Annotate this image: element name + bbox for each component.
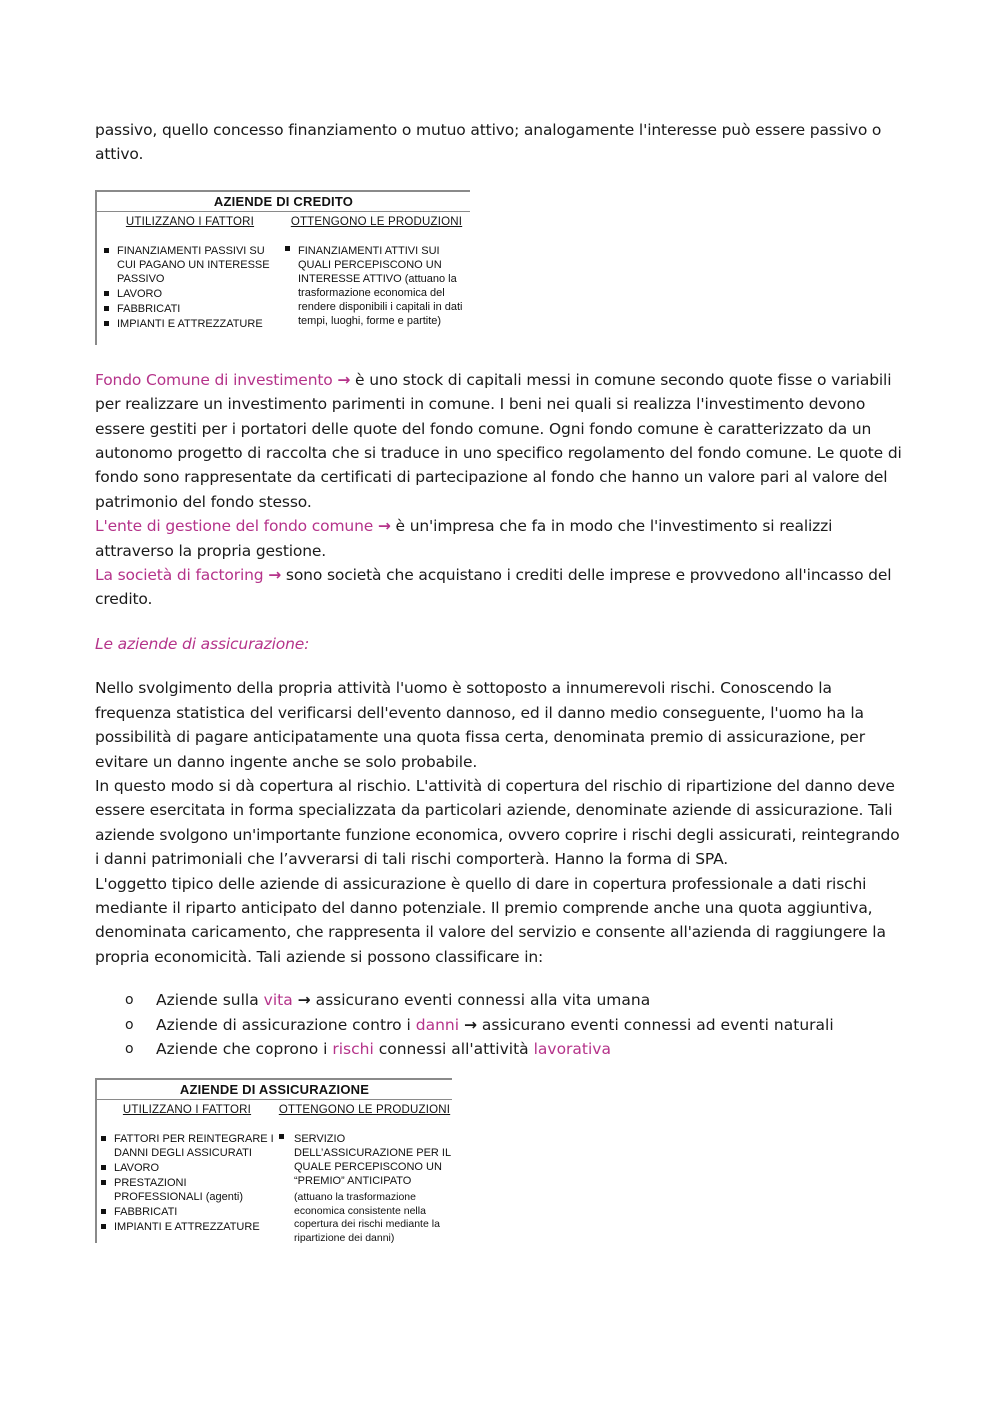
square-bullet-icon <box>104 291 109 296</box>
square-bullet-icon <box>101 1180 106 1185</box>
list-item: o Aziende di assicurazione contro i danni → assicurano eventi connessi ad eventi naturali <box>95 1013 905 1037</box>
arrow-right-icon: → <box>377 517 391 536</box>
document-page <box>95 118 905 1243</box>
square-bullet-icon <box>101 1165 106 1170</box>
credit-table <box>95 190 470 345</box>
list-item: FINANZIAMENTI PASSIVI SU CUI PAGANO UN INTERESSE PASSIVO <box>97 244 283 286</box>
list-item: FABBRICATI <box>97 1205 277 1219</box>
credit-right-header: OTTENGONO LE PRODUZIONI <box>290 215 463 228</box>
circle-bullet-icon: o <box>125 1016 134 1033</box>
factoring-paragraph: La società di factoring → sono società che acquistano i crediti delle imprese e provvedono all'incasso del credito. <box>95 566 892 609</box>
square-bullet-icon <box>104 306 109 311</box>
insurance-right-note: (attuano la trasformazione economica consistente nella copertura dei rischi mediante la ripartizione dei danni) <box>294 1191 440 1244</box>
paragraph: Nello svolgimento della propria attività l'uomo è sottoposto a innumerevoli rischi. Conoscendo la frequenza statistica del verificarsi dell'evento dannoso, ed il danno medio conseguente, l'uomo ha la possibilità di pagare anticipatamente una quota fissa certa, denominata premio di assicurazione, per evitare un danno ingente anche se solo probabile. <box>95 679 865 771</box>
fondo-paragraph: Fondo Comune di investimento → è uno stock di capitali messi in comune secondo quote fisse o variabili per realizzare un investimento parimenti in comune. I beni nei quali si realizza l'investimento devono essere gestiti per i portatori delle quote del fondo comune. Ogni fondo comune è caratterizzato da un autonomo progetto di raccolta che si traduce in uno specifico regolamento del fondo comune. Le quote di fondo sono rappresentate da certificati di partecipazione al fondo che hanno un valore pari al valore del patrimonio del fondo stesso. <box>95 370 902 511</box>
list-item: IMPIANTI E ATTREZZATURE <box>97 1220 277 1234</box>
circle-bullet-icon: o <box>125 992 134 1009</box>
paragraph: In questo modo si dà copertura al rischio. L'attività di copertura del rischio di ripartizione del danno deve essere esercitata in forma specializzata da particolari aziende, denominate aziende di assicurazione. Tali aziende svolgono un'importante funzione economica, ovvero coprire i rischi degli assicurati, reintegrando i danni patrimoniali che l’avverarsi di tali rischi comporterà. Hanno la forma di SPA. <box>95 776 900 869</box>
square-bullet-icon <box>101 1136 106 1141</box>
list-item: o Aziende che coprono i rischi connessi all'attività lavorativa <box>95 1037 905 1061</box>
section-title: Le aziende di assicurazione: <box>95 634 310 653</box>
factoring-term: La società di factoring <box>95 566 264 585</box>
square-bullet-icon <box>104 321 109 326</box>
list-item: LAVORO <box>97 1161 277 1175</box>
circle-bullet-icon: o <box>125 1040 134 1057</box>
intro-paragraph: passivo, quello concesso finanziamento o mutuo attivo; analogamente l'interesse può essere passivo o attivo. <box>95 121 882 164</box>
list-item: FABBRICATI <box>97 302 283 316</box>
arrow-right-icon: → <box>463 1015 477 1034</box>
square-bullet-icon <box>104 248 109 253</box>
paragraph: L'oggetto tipico delle aziende di assicurazione è quello di dare in copertura professionale a dati rischi mediante il riparto anticipato del danno potenziale. Il premio comprende anche una quota aggiuntiva, denominata caricamento, che rappresenta il valore del servizio e consente all'azienda di raggiungere la propria economicità. Tali aziende si possono classificare in: <box>95 874 886 966</box>
arrow-right-icon: → <box>297 991 311 1010</box>
ente-term: L'ente di gestione del fondo comune <box>95 517 374 536</box>
fondo-term: Fondo Comune di investimento <box>95 370 333 389</box>
list-item: LAVORO <box>97 287 283 301</box>
insurance-table-title: AZIENDE DI ASSICURAZIONE <box>97 1080 452 1100</box>
square-bullet-icon <box>279 1134 284 1139</box>
insurance-types-list <box>95 988 905 1061</box>
credit-table-title: AZIENDE DI CREDITO <box>97 192 470 212</box>
insurance-left-header: UTILIZZANO I FATTORI <box>122 1104 252 1117</box>
credit-left-header: UTILIZZANO I FATTORI <box>125 215 255 228</box>
arrow-right-icon: → <box>337 370 351 389</box>
list-item: IMPIANTI E ATTREZZATURE <box>97 317 283 331</box>
insurance-table <box>95 1078 452 1243</box>
square-bullet-icon <box>101 1209 106 1214</box>
list-item: SERVIZIO DELL’ASSICURAZIONE PER IL QUALE PERCEPISCONO UN “PREMIO” ANTICIPATO <box>277 1132 452 1188</box>
list-item: FATTORI PER REINTEGRARE I DANNI DEGLI ASSICURATI <box>97 1132 277 1160</box>
insurance-right-header: OTTENGONO LE PRODUZIONI <box>278 1104 451 1117</box>
arrow-right-icon: → <box>268 566 282 585</box>
list-item: PRESTAZIONI PROFESSIONALI (agenti) <box>97 1176 277 1204</box>
list-item: o Aziende sulla vita → assicurano eventi connessi alla vita umana <box>95 988 905 1012</box>
square-bullet-icon <box>101 1224 106 1229</box>
square-bullet-icon <box>285 246 290 251</box>
ente-paragraph: L'ente di gestione del fondo comune → è un'impresa che fa in modo che l'investimento si realizzi attraverso la propria gestione. <box>95 517 833 560</box>
list-item: FINANZIAMENTI ATTIVI SUI QUALI PERCEPISCONO UN INTERESSE ATTIVO (attuano la trasformazione economica del rendere disponibili i capitali in dati tempi, luoghi, forme e partite) <box>283 244 470 328</box>
